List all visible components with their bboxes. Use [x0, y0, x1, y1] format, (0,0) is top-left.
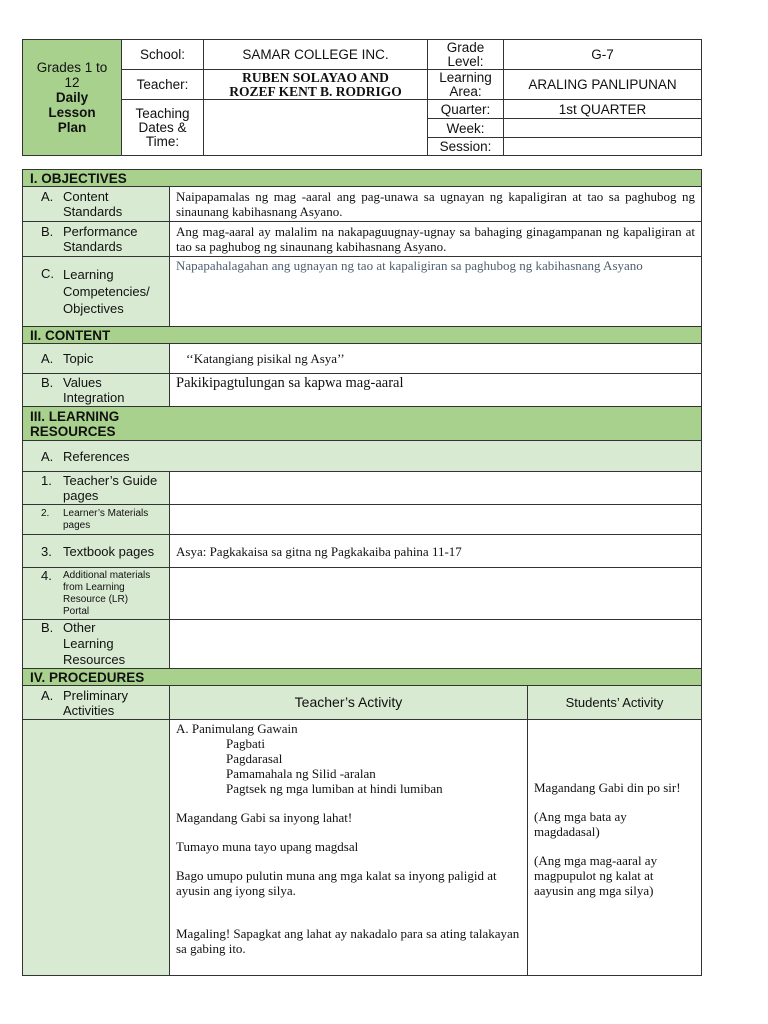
session-value — [504, 138, 702, 156]
topic-value: ‘‘Katangiang pisikal ng Asya’’ — [170, 344, 702, 374]
quarter-label: Quarter: — [428, 100, 504, 119]
plan-title: Daily Lesson Plan — [48, 90, 96, 135]
greet-text: Magandang Gabi sa inyong lahat! — [176, 810, 353, 825]
tg-pages-value — [170, 472, 702, 505]
school-label: School: — [122, 40, 204, 70]
textbook-value: Asya: Pagkakaisa sa gitna ng Pagkakaiba pahina 11-17 — [170, 535, 702, 568]
praise-text: Magaling! Sapagkat ang lahat ay nakadalo para sa ating talakayan sa gabing ito. — [176, 926, 520, 956]
lm-pages-label: 2. Learner’s Materials pages — [23, 505, 170, 535]
learning-area-value: ARALING PANLIPUNAN — [504, 70, 702, 100]
textbook-label: 3. Textbook pages — [23, 535, 170, 568]
pamamahala-item: Pamamahala ng Silid -aralan — [226, 766, 376, 781]
performance-standards-label: B. Performance Standards — [23, 222, 170, 257]
grades-label: Grades 1 to 12 — [36, 60, 108, 90]
grades-cell — [23, 40, 122, 156]
panimula-title: A. Panimulang Gawain — [176, 721, 298, 736]
teacher-value — [204, 70, 428, 100]
content-standards-value: Naipapamalas ng mag -aaral ang pag-unawa sa ugnayan ng kapaligiran at tao sa paghubog ng sinaunang kabihasnang Asyano. — [170, 187, 702, 222]
values-label: B. Values Integration — [23, 374, 170, 407]
competencies-label: C. Learning Competencies/ Objectives — [23, 257, 170, 327]
performance-standards-value: Ang mag-aaral ay malalim na nakapaguugnay-ugnay sa bahaging ginagampanan ng kapaligiran at tao sa paghubog ng sinaunang kabihasnang Asyano. — [170, 222, 702, 257]
teacher-activity-cell — [170, 720, 528, 976]
dates-label: Teaching Dates & Time: — [122, 100, 204, 156]
content-heading: II. CONTENT — [23, 327, 702, 344]
stand-text: Tumayo muna tayo upang magdsal — [176, 839, 359, 854]
header-table — [22, 39, 702, 156]
teacher-line-2: ROZEF KENT B. RODRIGO — [229, 83, 402, 99]
teacher-label: Teacher: — [122, 70, 204, 100]
pagbati-item: Pagbati — [226, 736, 265, 751]
topic-label: A. Topic — [23, 344, 170, 374]
dates-value — [204, 100, 428, 156]
additional-label: 4. Additional materials from Learning Resource (LR) Portal — [23, 568, 170, 620]
tidy-text: (Ang mga mag-aaral ay magpupulot ng kalat at aayusin ang mga silya) — [534, 853, 658, 898]
session-label: Session: — [428, 138, 504, 156]
students-activity-cell — [528, 720, 702, 976]
school-value: SAMAR COLLEGE INC. — [204, 40, 428, 70]
quarter-value: 1st QUARTER — [504, 100, 702, 119]
procedures-left-blank — [23, 720, 170, 976]
teacher-activity-header: Teacher’s Activity — [170, 686, 528, 720]
additional-value — [170, 568, 702, 620]
objectives-heading: I. OBJECTIVES — [23, 170, 702, 187]
students-activity-header: Students’ Activity — [528, 686, 702, 720]
procedures-heading: IV. PROCEDURES — [23, 669, 702, 686]
values-value: Pakikipagtulungan sa kapwa mag-aaral — [170, 374, 702, 407]
clean-text: Bago umupo pulutin muna ang mga kalat sa inyong paligid at ayusin ang iyong silya. — [176, 868, 497, 898]
references-row: A. References — [23, 441, 702, 472]
preliminary-label: A. Preliminary Activities — [23, 686, 170, 720]
learning-area-label: Learning Area: — [428, 70, 504, 100]
pagdarasal-item: Pagdarasal — [226, 751, 283, 766]
other-resources-value — [170, 620, 702, 669]
pagtsek-item: Pagtsek ng mga lumiban at hindi lumiban — [226, 781, 443, 796]
lesson-plan-table — [22, 169, 702, 976]
grade-level-value: G-7 — [504, 40, 702, 70]
tg-pages-label: 1. Teacher’s Guide pages — [23, 472, 170, 505]
grade-level-label: Grade Level: — [428, 40, 504, 70]
teacher-line-1: RUBEN SOLAYAO AND — [242, 69, 389, 85]
resources-heading: III. LEARNING RESOURCES — [23, 407, 702, 441]
reply-text: Magandang Gabi din po sir! — [534, 780, 681, 795]
pray-text: (Ang mga bata ay magdadasal) — [534, 809, 627, 839]
lm-pages-value — [170, 505, 702, 535]
week-label: Week: — [428, 119, 504, 138]
content-standards-label: A. Content Standards — [23, 187, 170, 222]
competencies-value: Napapahalagahan ang ugnayan ng tao at kapaligiran sa paghubog ng kabihasnang Asyano — [170, 257, 702, 327]
week-value — [504, 119, 702, 138]
other-resources-label: B. Other Learning Resources — [23, 620, 170, 669]
